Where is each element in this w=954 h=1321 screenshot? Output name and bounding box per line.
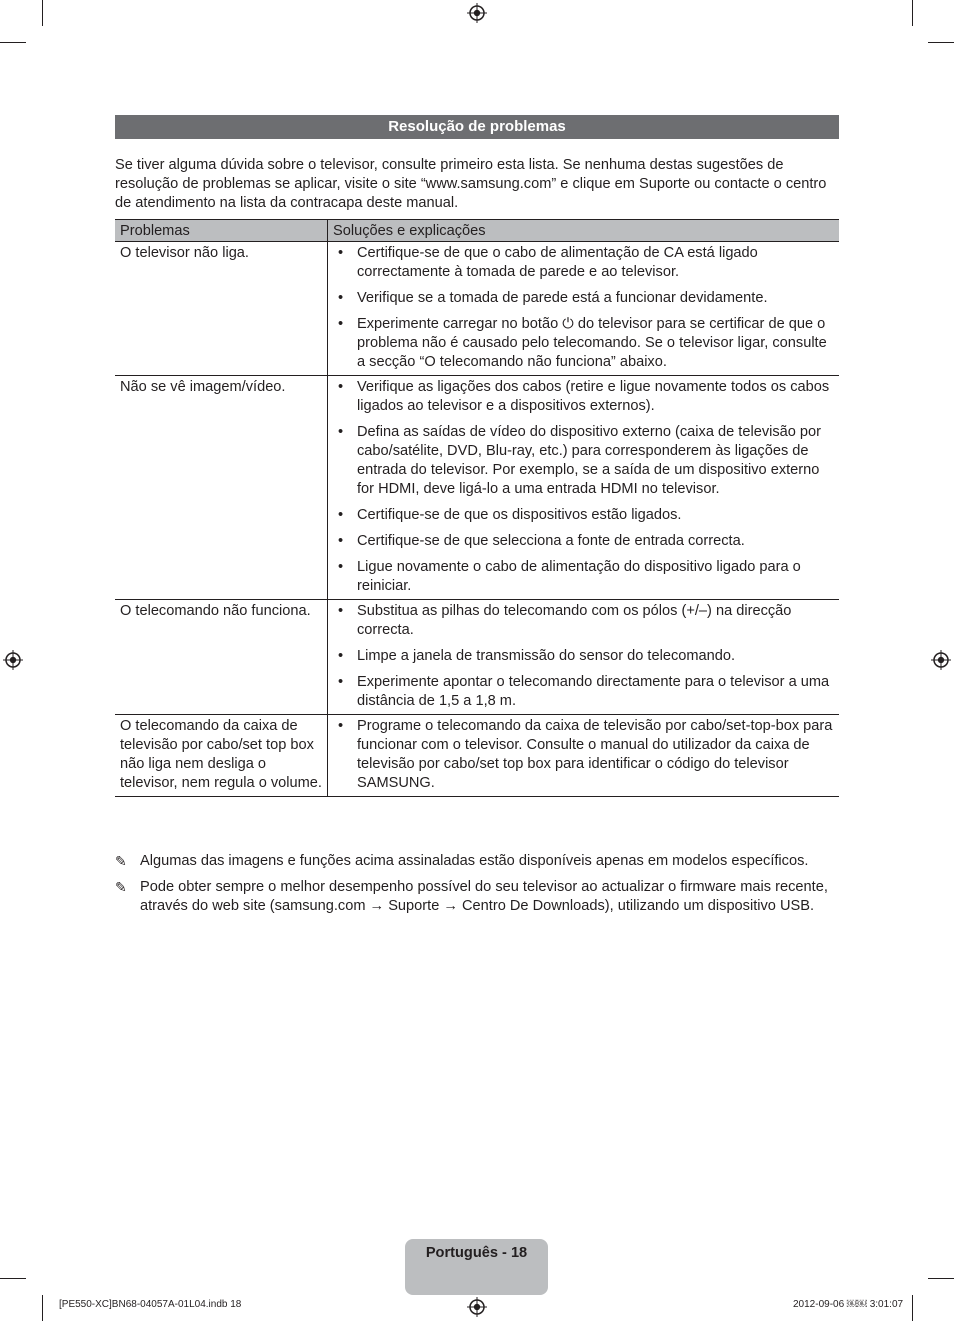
problem-cell: O televisor não liga. [115, 242, 328, 376]
crop-mark [0, 1278, 26, 1279]
solution-item: • Certifique-se de que os dispositivos estão ligados. [333, 506, 834, 525]
solution-item: • Defina as saídas de vídeo do dispositivo externo (caixa de televisão por cabo/satélite, DVD, Blu-ray, etc.) para corresponderem às ligações de entrada do televisor. Por exemplo, se a saída de um dispositivo externo for HDMI, deve ligá-lo a uma entrada HDMI no televisor. [333, 423, 834, 499]
solution-item: • Limpe a janela de transmissão do sensor do telecomando. [333, 647, 834, 666]
solution-item: • Experimente carregar no botão ⏻ do televisor para se certificar de que o problema não é causado pelo telecomando. Se o televisor ligar, consulte a secção “O telecomando não funciona” abaixo. [333, 315, 834, 372]
registration-mark-icon [3, 650, 23, 670]
solution-item: • Verifique as ligações dos cabos (retire e ligue novamente todos os cabos ligados ao televisor e a dispositivos externos). [333, 378, 834, 416]
solution-item: • Programe o telecomando da caixa de televisão por cabo/set-top-box para funcionar com o televisor. Consulte o manual do utilizador da caixa de televisão por cabo/set top box para identificar o código do televisor SAMSUNG. [333, 717, 834, 793]
note-item [115, 852, 839, 871]
solution-item: • Certifique-se de que selecciona a fonte de entrada correcta. [333, 532, 834, 551]
problem-cell: O telecomando não funciona. [115, 600, 328, 715]
section-title: Resolução de problemas [115, 115, 839, 139]
pencil-note-icon: ✎ [115, 879, 127, 895]
pencil-note-icon: ✎ [115, 853, 127, 869]
registration-mark-icon [467, 3, 487, 23]
solutions-cell [328, 715, 840, 797]
solution-item: • Verifique se a tomada de parede está a funcionar devidamente. [333, 289, 834, 308]
page-number-label: Português - 18 [425, 1245, 528, 1261]
note-item [115, 878, 839, 916]
registration-mark-icon [931, 650, 951, 670]
problem-cell: Não se vê imagem/vídeo. [115, 376, 328, 600]
table-header-row [115, 220, 839, 242]
solutions-cell [328, 242, 840, 376]
table-row [115, 600, 839, 715]
solutions-list [333, 244, 834, 372]
solutions-cell [328, 600, 840, 715]
table-row [115, 376, 839, 600]
note-text: Algumas das imagens e funções acima assinaladas estão disponíveis apenas em modelos específicos. [140, 853, 809, 869]
crop-mark [928, 42, 954, 43]
solution-item: • Certifique-se de que o cabo de alimentação de CA está ligado correctamente à tomada de parede e ao televisor. [333, 244, 834, 282]
crop-mark [42, 1295, 43, 1321]
solution-item: • Ligue novamente o cabo de alimentação do dispositivo ligado para o reiniciar. [333, 558, 834, 596]
registration-mark-icon [467, 1297, 487, 1317]
solutions-list [333, 378, 834, 596]
table-row [115, 242, 839, 376]
solutions-cell [328, 376, 840, 600]
problem-cell: O telecomando da caixa de televisão por cabo/set top box não liga nem desliga o televisor, nem regula o volume. [115, 715, 328, 797]
print-slug-file: [PE550-XC]BN68-04057A-01L04.indb 18 [59, 1299, 242, 1310]
solutions-list [333, 717, 834, 793]
crop-mark [42, 0, 43, 26]
crop-mark [0, 42, 26, 43]
table-row [115, 715, 839, 797]
crop-mark [912, 0, 913, 26]
crop-mark [928, 1278, 954, 1279]
print-slug-date: 2012-09-06 ￼￼ 3:01:07 [793, 1299, 904, 1310]
notes-section [115, 852, 839, 923]
solutions-list [333, 602, 834, 711]
intro-paragraph: Se tiver alguma dúvida sobre o televisor, consulte primeiro esta lista. Se nenhuma destas sugestões de resolução de problemas se aplicar, visite o site “www.samsung.com” e clique em Suporte ou contacte o centro de atendimento na lista da contracapa deste manual. [115, 157, 827, 211]
column-header-solutions: Soluções e explicações [328, 220, 840, 242]
column-header-problems: Problemas [115, 220, 328, 242]
note-text: Pode obter sempre o melhor desempenho possível do seu televisor ao actualizar o firmware mais recente, através do web site (samsung.com → Suporte → Centro De Downloads), utilizando um dispositivo USB. [140, 879, 828, 914]
troubleshooting-table [115, 219, 839, 797]
solution-item: • Experimente apontar o telecomando directamente para o televisor a uma distância de 1,5 a 1,8 m. [333, 673, 834, 711]
solution-item: • Substitua as pilhas do telecomando com os pólos (+/–) na direcção correcta. [333, 602, 834, 640]
crop-mark [912, 1295, 913, 1321]
